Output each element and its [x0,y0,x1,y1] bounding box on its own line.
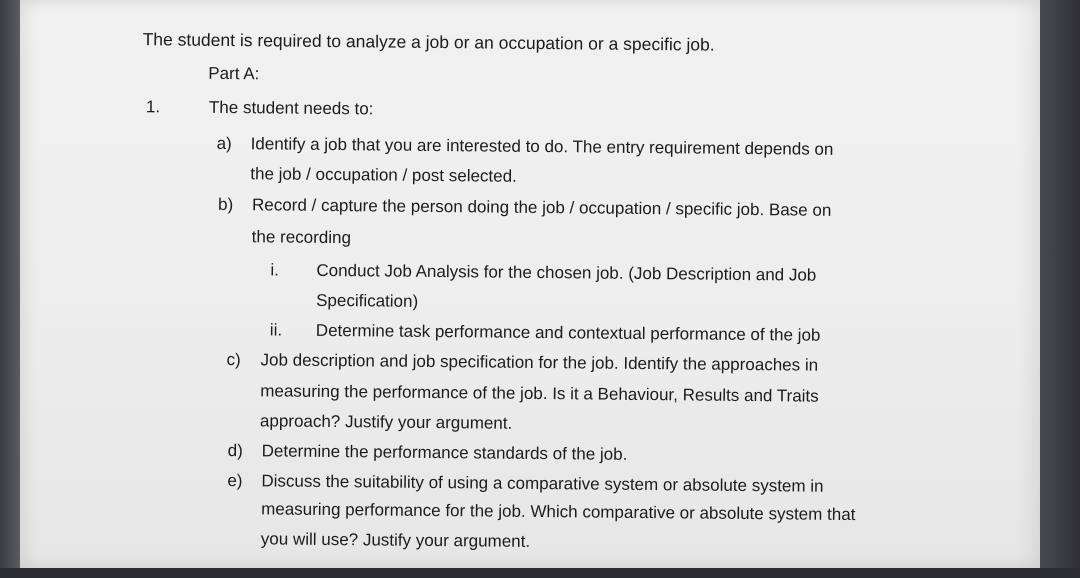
list-item-e-continuation: you will use? Justify your argument. [260,529,531,551]
monitor-bezel-right [1040,0,1080,568]
list-item-b-continuation: the recording [251,227,352,248]
list-item-label: a) [216,133,232,154]
list-item-text: Determine the performance standards of the job. [261,441,628,464]
list-item-e [227,471,823,497]
list-item-text: Discuss the suitability of using a comparative system or absolute system in [261,471,824,496]
sublist-item-label: i. [270,260,280,280]
list-item-label: e) [227,471,243,491]
list-item-label: c) [226,349,241,370]
document-content [15,0,1040,578]
sublist-item-label: ii. [269,320,283,340]
list-item-b [218,195,831,221]
assignment-intro: The student is required to analyze a job or an occupation or a specific job. [142,29,715,55]
list-item-label: d) [227,441,243,461]
sublist-item-text: Determine task performance and contextual performance of the job [315,320,821,345]
list-item-c-continuation: measuring the performance of the job. Is it a Behaviour, Results and Traits [260,381,819,406]
document-page [20,0,1040,568]
sublist-item-i [270,260,816,285]
question-number: 1. [145,97,161,117]
list-item-e-continuation: measuring performance for the job. Which comparative or absolute system that [261,499,856,525]
question-lead-in: The student needs to: [208,97,374,119]
list-item-label: b) [217,194,234,215]
list-item-c-continuation: approach? Justify your argument. [259,411,513,433]
sublist-item-i-continuation: Specification) [316,290,419,311]
list-item-a-continuation: the job / occupation / post selected. [250,164,517,186]
part-heading: Part A: [208,63,260,84]
list-item-text: Identify a job that you are interested to do. The entry requirement depends on [250,134,834,159]
list-item-d [228,441,628,465]
list-item-c [226,350,818,376]
sublist-item-ii [270,320,821,345]
list-item-text: Record / capture the person doing the job / occupation / specific job. Base on [251,195,832,220]
list-item-text: Job description and job specification for the job. Identify the approaches in [260,350,819,375]
sublist-item-text: Conduct Job Analysis for the chosen job. (Job Description and Job [316,260,817,285]
list-item-a [217,134,834,160]
